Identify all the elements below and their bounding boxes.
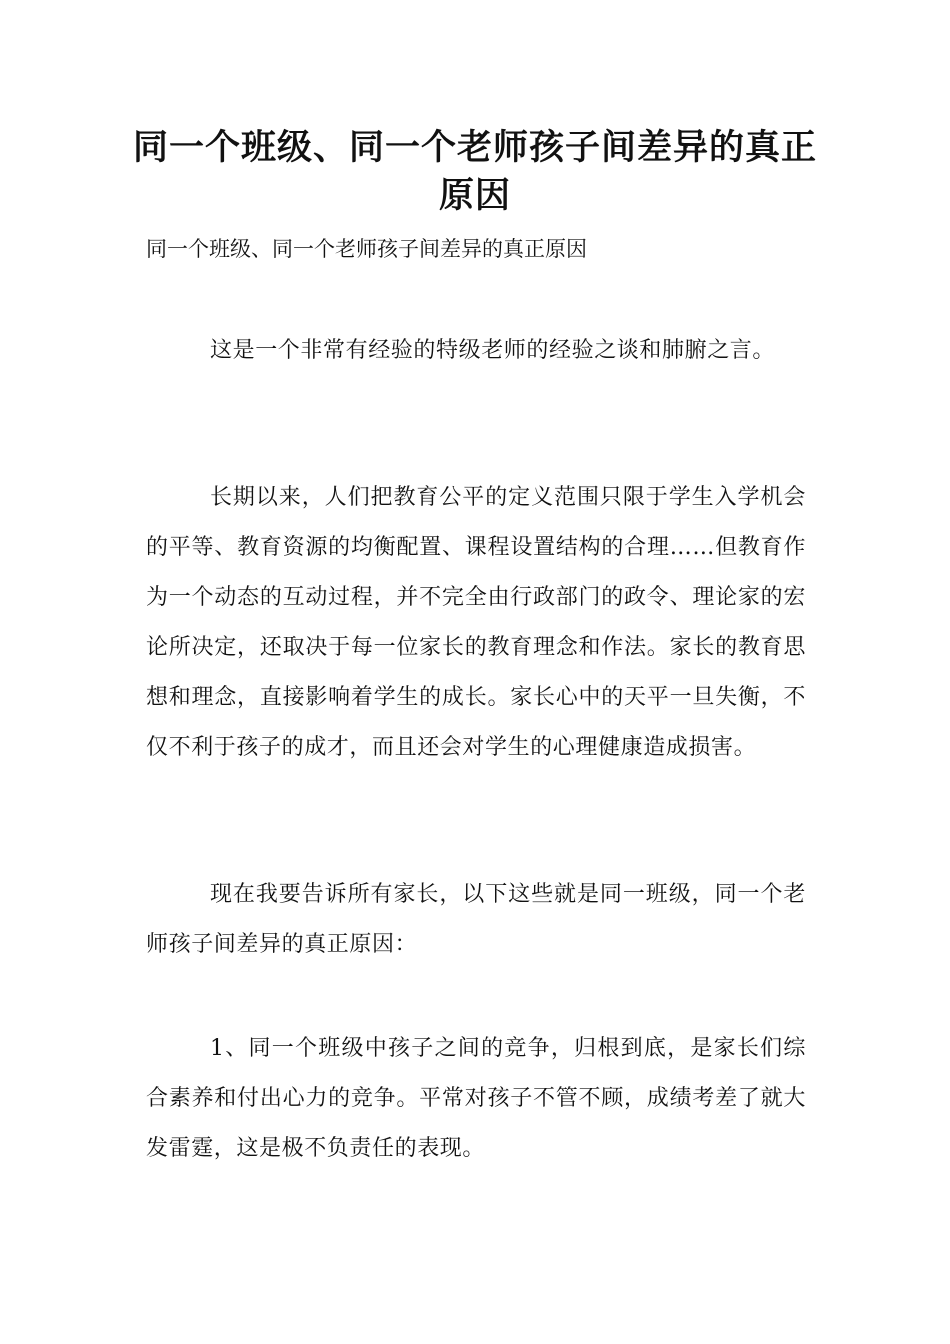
paragraph-2: 长期以来，人们把教育公平的定义范围只限于学生入学机会的平等、教育资源的均衡配置、课程设置结构的合理……但教育作为一个动态的互动过程，并不完全由行政部门的政令、理论家的宏论所决定，还取决于每一位家长的教育理念和作法。家长的教育思想和理念，直接影响着学生的成长。家长心中的天平一旦失衡，不仅不利于孩子的成才，而且还会对学生的心理健康造成损害。 (146, 485, 806, 760)
paragraph-3: 现在我要告诉所有家长，以下这些就是同一班级，同一个老师孩子间差异的真正原因： (146, 882, 806, 957)
document-title: 同一个班级、同一个老师孩子间差异的真正原因 (132, 128, 817, 216)
paragraph-1: 这是一个非常有经验的特级老师的经验之谈和肺腑之言。 (210, 338, 776, 363)
paragraph-4: 1、同一个班级中孩子之间的竞争，归根到底，是家长们综合素养和付出心力的竞争。平常对孩子不管不顾，成绩考差了就大发雷霆，这是极不负责任的表现。 (146, 1036, 806, 1161)
document-subtitle: 同一个班级、同一个老师孩子间差异的真正原因 (146, 237, 587, 261)
